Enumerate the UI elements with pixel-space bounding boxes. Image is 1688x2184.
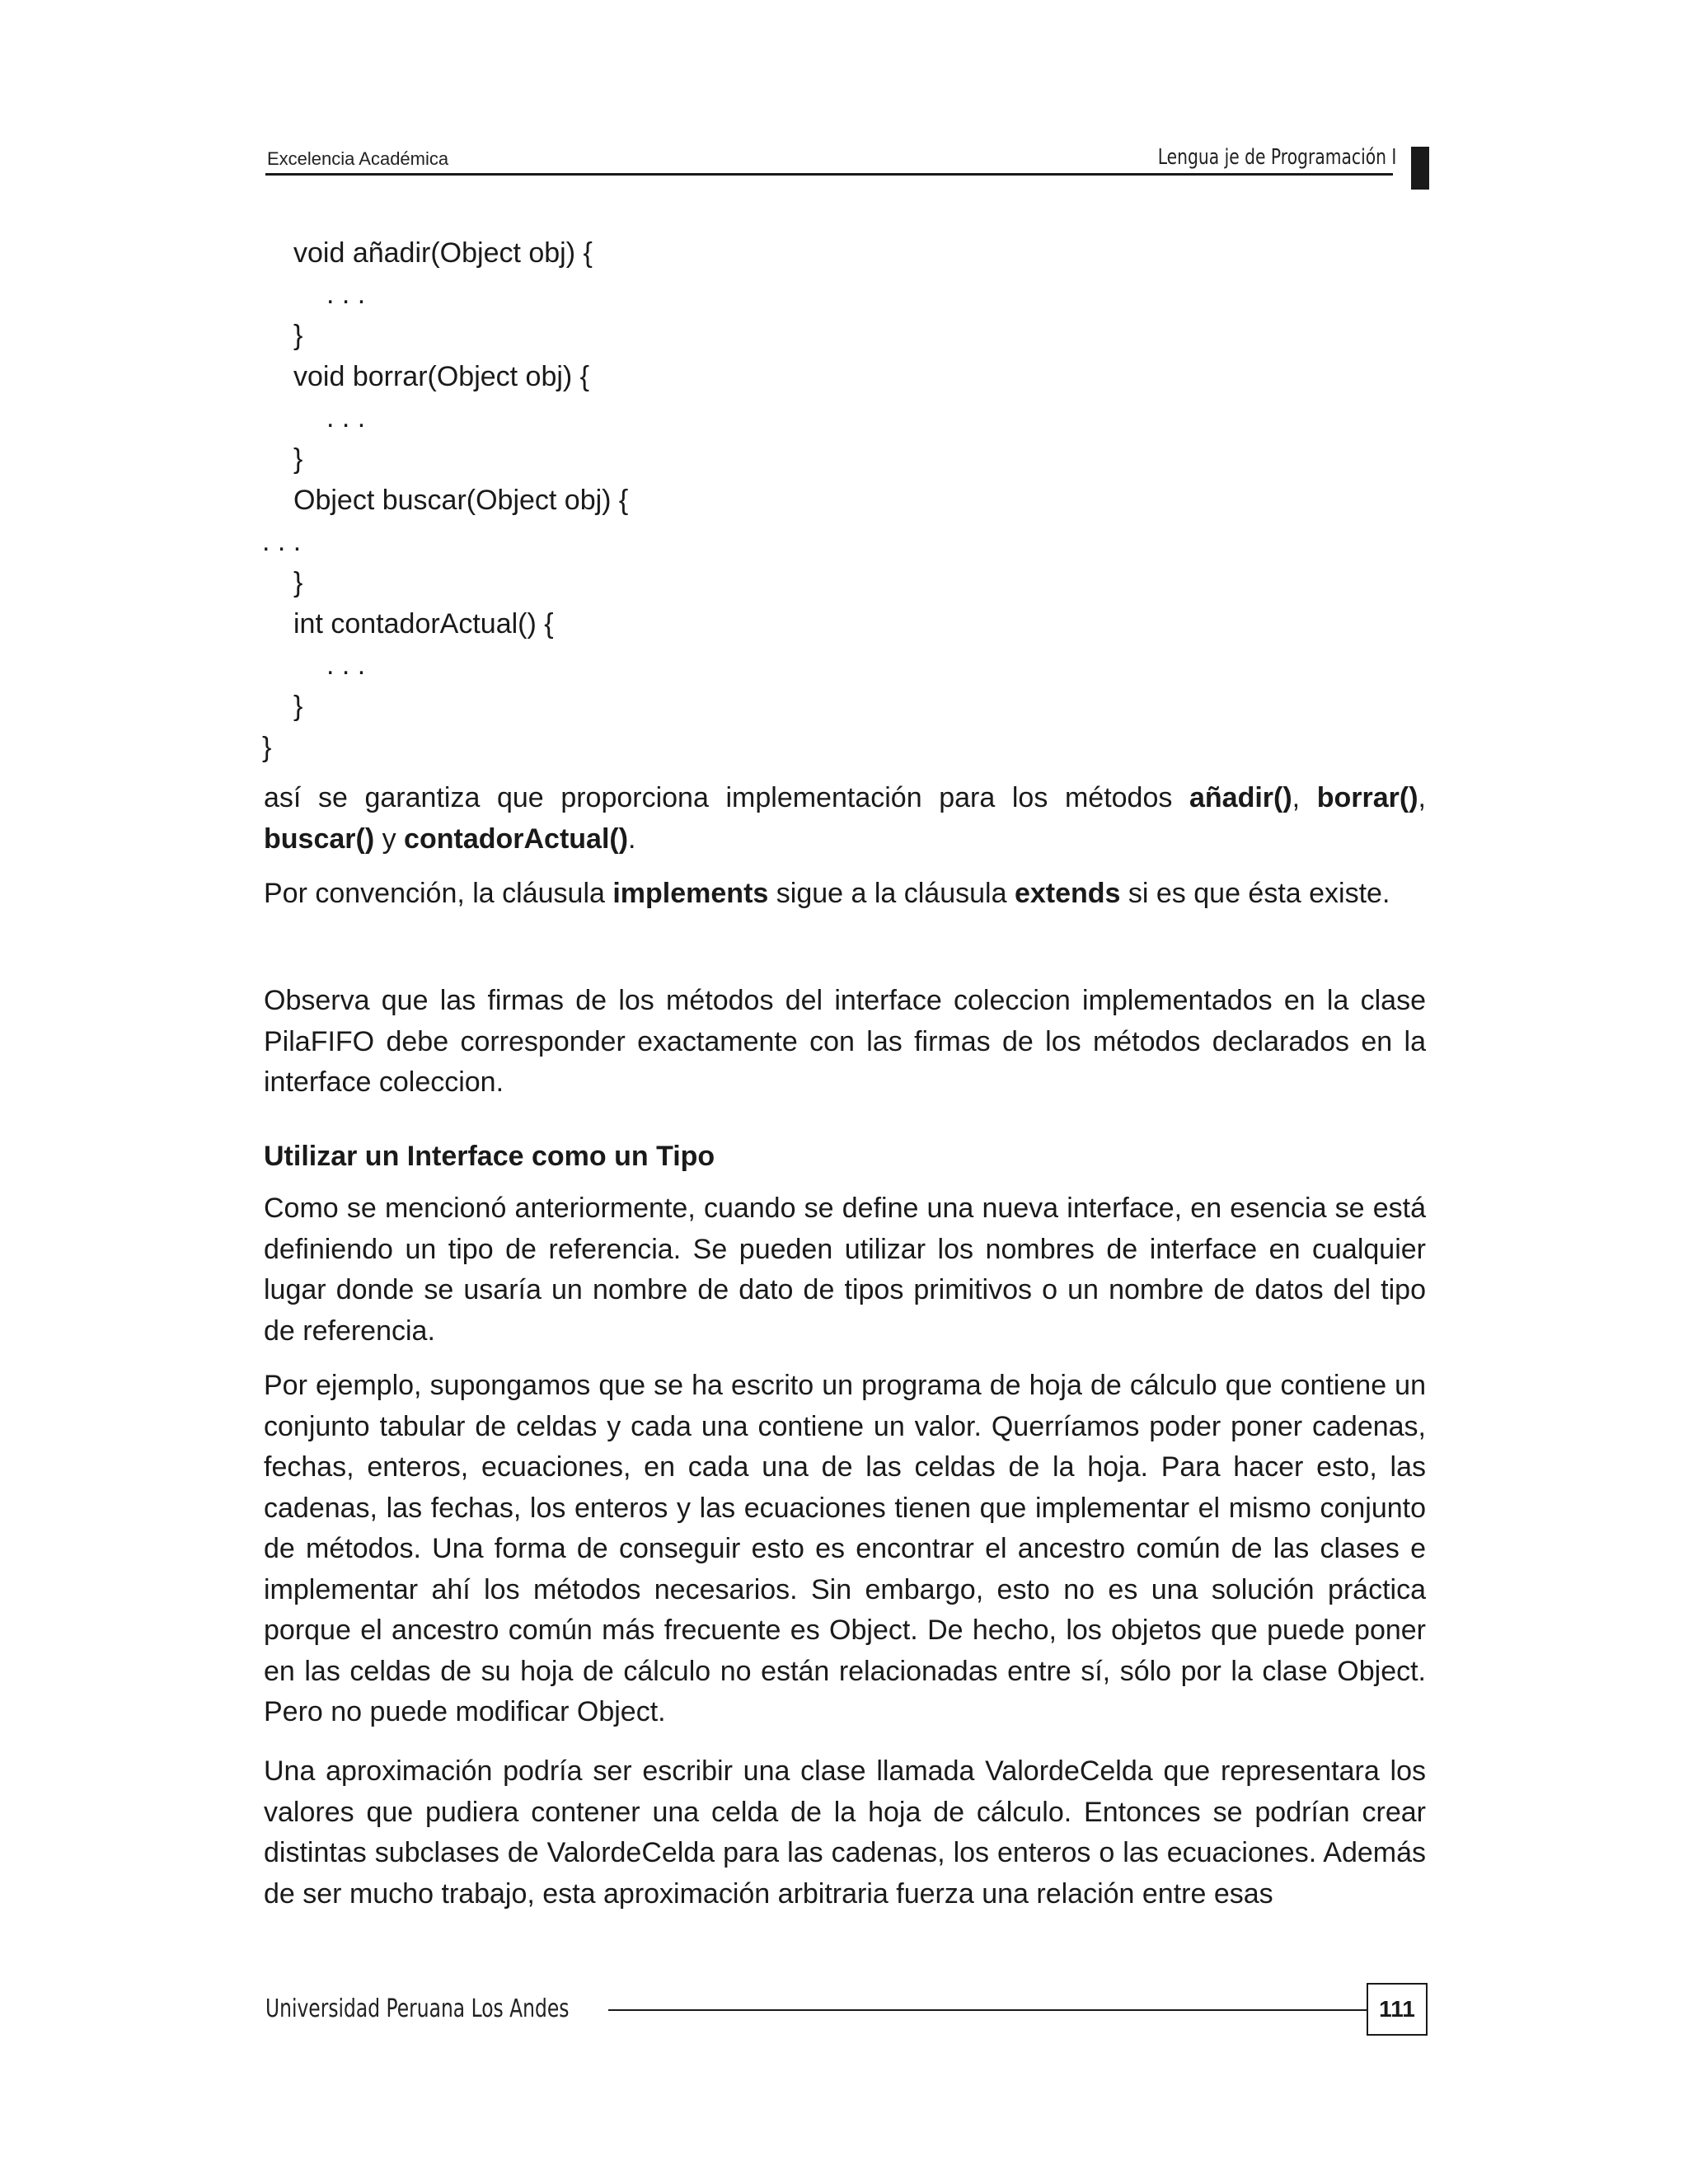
paragraph-interface-type — [264, 1188, 1426, 1352]
code-line: void añadir(Object obj) { — [293, 237, 593, 269]
text-run: así se garantiza que proporciona implementación para los métodos — [264, 782, 1189, 813]
bold-run: contadorActual() — [404, 823, 629, 855]
bold-run: extends — [1014, 878, 1121, 909]
code-line: . . . — [326, 402, 366, 434]
code-line: } — [293, 691, 303, 722]
paragraph-text: Observa que las firmas de los métodos del interface coleccion implementados en la clase PilaFIFO debe corresponder exactamente con las firmas de los métodos declarados en la interface coleccion. — [264, 985, 1426, 1098]
paragraph-example — [264, 1366, 1426, 1733]
bold-run: borrar() — [1316, 782, 1418, 813]
header-block-mark — [1411, 147, 1429, 190]
text-run: . — [628, 823, 636, 855]
code-line: } — [262, 732, 272, 763]
bold-run: añadir() — [1189, 782, 1292, 813]
code-line: Object buscar(Object obj) { — [293, 485, 629, 516]
paragraph-signatures — [264, 981, 1426, 1104]
code-line: int contadorActual() { — [293, 608, 554, 640]
page-number: 111 — [1367, 1983, 1428, 2036]
bold-run: implements — [612, 878, 769, 909]
paragraph-text: Por ejemplo, supongamos que se ha escrito un programa de hoja de cálculo que contiene un conjunto tabular de celdas y cada una contiene un valor. Querríamos poder poner cadenas, fechas, enteros, ecuaciones, en cada una de las celdas de la hoja. Para hacer esto, las cadenas, las fechas, los enteros y las ecuaciones tienen que implementar el mismo conjunto de métodos. Una forma de conseguir esto es encontrar el ancestro común de las clases e implementar ahí los métodos necesarios. Sin embargo, esto no es una solución práctica porque el ancestro común más frecuente es Object. De hecho, los objetos que puede poner en las celdas de su hoja de cálculo no están relacionadas entre sí, sólo por la clase Object. Pero no puede modificar Object. — [264, 1370, 1426, 1727]
header-rule — [265, 173, 1393, 176]
bold-run: buscar() — [264, 823, 375, 855]
footer-university: Universidad Peruana Los Andes — [265, 1994, 570, 2023]
code-line: } — [293, 320, 303, 351]
text-run: Por convención, la cláusula — [264, 878, 613, 909]
section-heading: Utilizar un Interface como un Tipo — [264, 1141, 715, 1172]
paragraph-approach — [264, 1751, 1426, 1915]
paragraph-convention — [264, 874, 1426, 915]
text-run: sigue a la cláusula — [768, 878, 1015, 909]
code-line: . . . — [326, 279, 366, 310]
header-left-text: Excelencia Académica — [267, 148, 449, 169]
code-line: . . . — [326, 649, 366, 681]
code-line: } — [293, 443, 303, 475]
code-line: . . . — [262, 526, 302, 557]
footer-rule — [608, 2009, 1367, 2011]
text-run: , — [1292, 782, 1317, 813]
text-run: si es que ésta existe. — [1120, 878, 1390, 909]
text-run: y — [374, 823, 405, 855]
paragraph-text: Una aproximación podría ser escribir una clase llamada ValordeCelda que representara los valores que pudiera contener una celda de la hoja de cálculo. Entonces se podrían crear distintas subclases de ValordeCelda para las cadenas, los enteros o las ecuaciones. Además de ser mucho trabajo, esta aproximación arbitraria fuerza una relación entre esas — [264, 1755, 1426, 1910]
paragraph-methods — [264, 778, 1426, 860]
text-run: , — [1418, 782, 1426, 813]
header-right-text: Lengua je de Programación I — [1157, 145, 1396, 170]
code-line: void borrar(Object obj) { — [293, 361, 590, 392]
paragraph-text: Como se mencionó anteriormente, cuando se define una nueva interface, en esencia se está definiendo un tipo de referencia. Se pueden utilizar los nombres de interface en cualquier lugar donde se usaría un nombre de dato de tipos primitivos o un nombre de datos del tipo de referencia. — [264, 1193, 1426, 1347]
code-line: } — [293, 567, 303, 598]
